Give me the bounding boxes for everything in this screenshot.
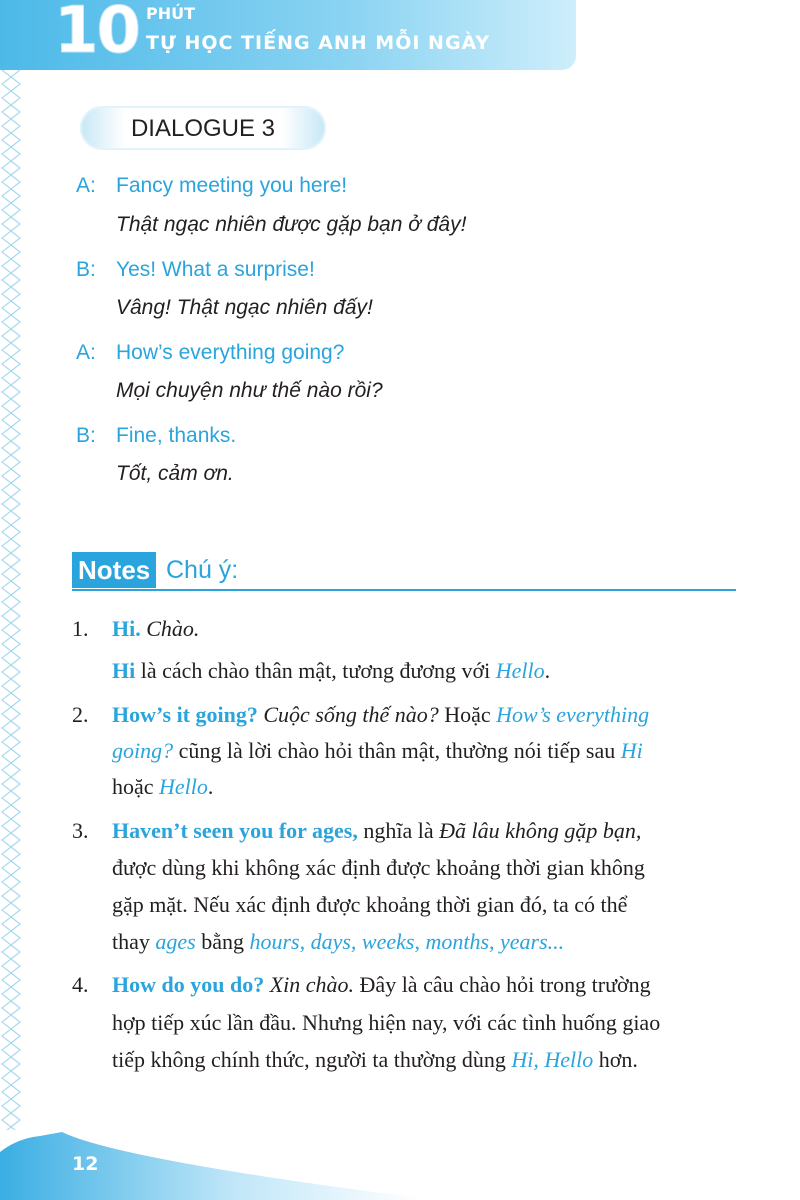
note-4-line-2: hợp tiếp xúc lần đầu. Nhưng hiện nay, với các tình huống giao: [112, 1010, 661, 1035]
vietnamese-translation: Thật ngạc nhiên được gặp bạn ở đây!: [116, 213, 467, 236]
note-4-line-1: [112, 972, 651, 998]
dialogue-title: DIALOGUE 3: [130, 115, 276, 142]
text: là cách chào thân mật, tương đương với: [135, 658, 496, 683]
note-1-line-1: [112, 616, 199, 642]
note-number: 1.: [72, 616, 89, 641]
keyword: How’s it going?: [112, 702, 258, 727]
notes-tag: Notes: [72, 552, 156, 588]
note-2-line-3: [112, 774, 213, 800]
keyword: How do you do?: [112, 972, 265, 997]
note-3-line-1: [112, 818, 641, 844]
left-zigzag-decoration: [0, 70, 36, 1130]
english-text: Fancy meeting you here!: [116, 174, 348, 197]
dialogue-line-4: [76, 424, 236, 448]
notes-subtitle: Chú ý:: [166, 556, 239, 584]
note-number: 2.: [72, 702, 89, 727]
text: Đây là câu chào hỏi trong trường: [354, 972, 651, 997]
header-small-text: PHÚT: [146, 4, 196, 23]
speaker-label: B:: [76, 424, 96, 447]
text: cũng là lời chào hỏi thân mật, thường nói tiếp sau: [173, 738, 621, 763]
highlight: Hi, Hello: [511, 1047, 594, 1072]
keyword: Haven’t seen you for ages,: [112, 818, 358, 843]
text: thay: [112, 929, 156, 954]
note-4-line-3: [112, 1047, 638, 1073]
vietnamese-translation: Tốt, cảm ơn.: [116, 462, 234, 485]
footer-corner-decoration: [0, 1130, 800, 1200]
text: .: [544, 658, 551, 683]
meaning: Xin chào.: [264, 972, 355, 997]
dialogue-line-1: [76, 174, 347, 198]
vietnamese-translation: Mọi chuyện như thế nào rồi?: [116, 379, 383, 402]
dialogue-badge: [80, 106, 326, 150]
dialogue-line-2: [76, 258, 315, 282]
highlight: going?: [112, 738, 174, 763]
speaker-label: A:: [76, 341, 96, 364]
vietnamese-translation: Vâng! Thật ngạc nhiên đấy!: [116, 296, 373, 319]
text: bằng: [195, 929, 250, 954]
speaker-label: B:: [76, 258, 96, 281]
header-number: 10: [54, 0, 140, 68]
note-1-line-2: [112, 658, 550, 684]
note-3-line-3: gặp mặt. Nếu xác định được khoảng thời gian đó, ta có thể: [112, 892, 628, 917]
note-number: 3.: [72, 818, 89, 843]
page-header: [0, 0, 576, 70]
english-text: Fine, thanks.: [116, 424, 237, 447]
notes-rule: [72, 589, 736, 591]
text: tiếp không chính thức, người ta thường dùng: [112, 1047, 512, 1072]
highlight: hours, days, weeks, months, years...: [249, 929, 565, 954]
highlight: ages: [155, 929, 196, 954]
meaning: Chào.: [140, 616, 200, 641]
text: hơn.: [593, 1047, 638, 1072]
keyword: Hi: [112, 658, 136, 683]
english-text: How’s everything going?: [116, 341, 345, 364]
keyword: Hi.: [112, 616, 141, 641]
note-2-line-2: [112, 738, 643, 764]
text: nghĩa là: [357, 818, 440, 843]
page-number: 12: [72, 1153, 99, 1175]
note-3-line-2: được dùng khi không xác định được khoảng thời gian không: [112, 855, 645, 880]
highlight: Hello: [495, 658, 545, 683]
meaning: Cuộc sống thế nào?: [257, 702, 439, 727]
dialogue-line-3: [76, 341, 344, 365]
text: hoặc: [112, 774, 160, 799]
highlight: Hi: [620, 738, 643, 763]
text: .: [207, 774, 214, 799]
highlight: Hello: [159, 774, 208, 799]
text: Hoặc: [438, 702, 497, 727]
header-title: TỰ HỌC TIẾNG ANH MỖI NGÀY: [146, 32, 491, 54]
speaker-label: A:: [76, 174, 96, 197]
meaning: Đã lâu không gặp bạn,: [439, 818, 642, 843]
note-number: 4.: [72, 972, 89, 997]
highlight: How’s everything: [496, 702, 650, 727]
note-3-line-4: [112, 929, 564, 955]
english-text: Yes! What a surprise!: [116, 258, 315, 281]
note-2-line-1: [112, 702, 649, 728]
